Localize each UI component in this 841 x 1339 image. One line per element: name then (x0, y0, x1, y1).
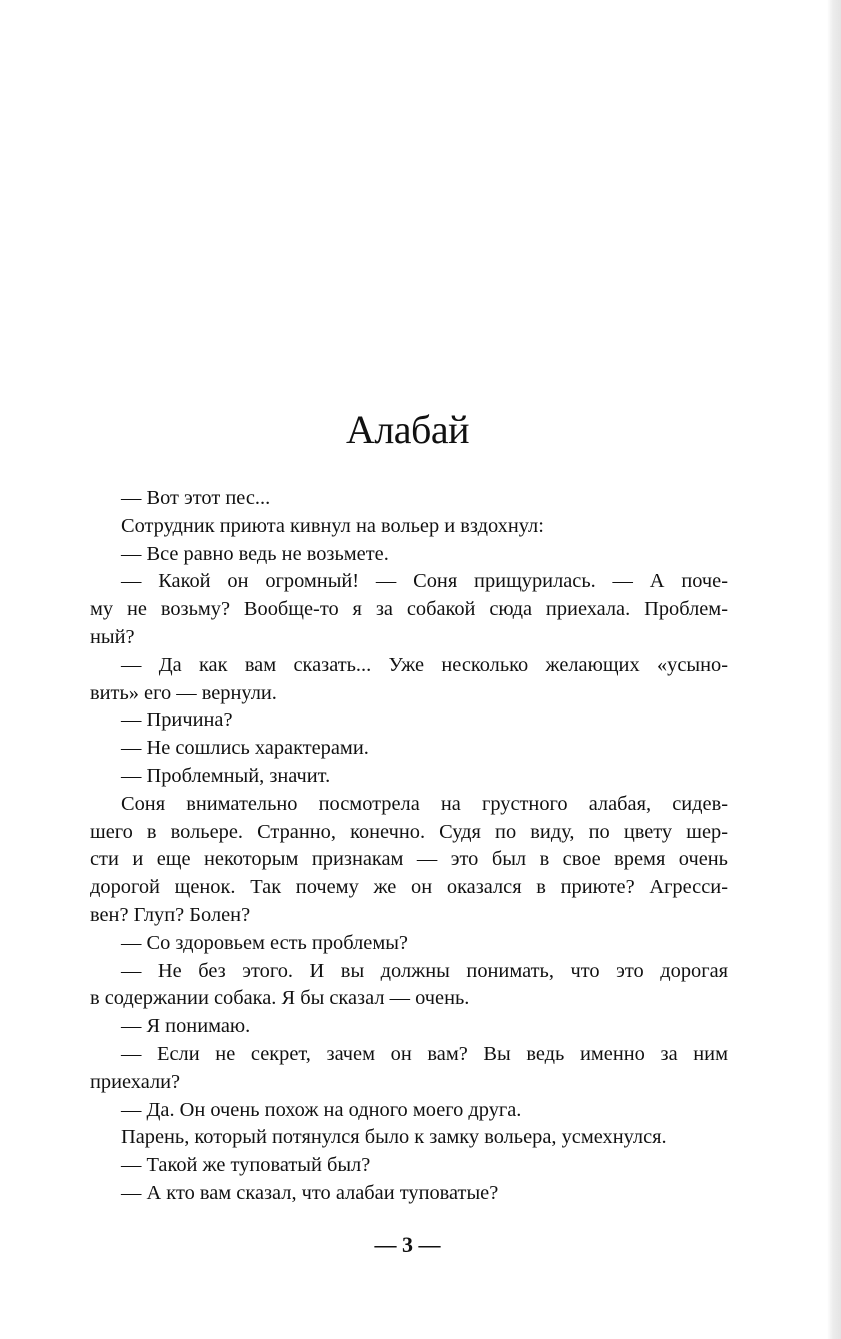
body-text (90, 485, 728, 1208)
text-line: Парень, который потянулся было к замку вольера, усмехнулся. (121, 1126, 667, 1149)
text-line: сти и еще некоторым признакам — это был в свое время очень (90, 848, 728, 871)
text-line: — А кто вам сказал, что алабаи туповатые? (121, 1181, 499, 1204)
text-line: дорогой щенок. Так почему же он оказался в приюте? Агресси- (90, 876, 728, 899)
text-line: — Да. Он очень похож на одного моего друга. (121, 1098, 522, 1121)
text-line: — Какой он огромный! — Соня прищурилась. — А поче- (121, 570, 728, 593)
text-line: — Проблемный, значит. (121, 764, 331, 787)
text-line: — Не без этого. И вы должны понимать, что это дорогая (121, 959, 728, 982)
page-number: — 3 — (374, 1232, 441, 1257)
text-line: му не возьму? Вообще-то я за собакой сюда приехала. Проблем- (90, 598, 728, 621)
text-line: Сотрудник приюта кивнул на вольер и вздохнул: (121, 514, 544, 537)
text-line: — Причина? (121, 709, 233, 732)
text-line: вить» его — вернули. (90, 681, 277, 704)
text-line: — Такой же туповатый был? (121, 1154, 371, 1177)
text-line: — Со здоровьем есть проблемы? (121, 931, 408, 954)
text-line: Соня внимательно посмотрела на грустного алабая, сидев- (121, 792, 728, 815)
text-line: вен? Глуп? Болен? (90, 903, 251, 926)
text-line: — Не сошлись характерами. (121, 737, 369, 760)
text-line: — Я понимаю. (121, 1015, 251, 1038)
text-line: — Да как вам сказать... Уже несколько желающих «усыно- (121, 653, 728, 676)
text-line: шего в вольере. Странно, конечно. Судя по виду, по цвету шер- (90, 820, 728, 843)
page-edge-shadow (827, 0, 841, 1339)
text-line: ный? (90, 625, 135, 648)
chapter-title: Алабай (345, 407, 470, 452)
text-line: приехали? (90, 1070, 181, 1093)
text-line: в содержании собака. Я бы сказал — очень. (90, 987, 470, 1010)
text-line: — Вот этот пес... (121, 487, 271, 509)
text-line: — Все равно ведь не возьмете. (121, 542, 389, 565)
text-line: — Если не секрет, зачем он вам? Вы ведь именно за ним (121, 1042, 728, 1065)
